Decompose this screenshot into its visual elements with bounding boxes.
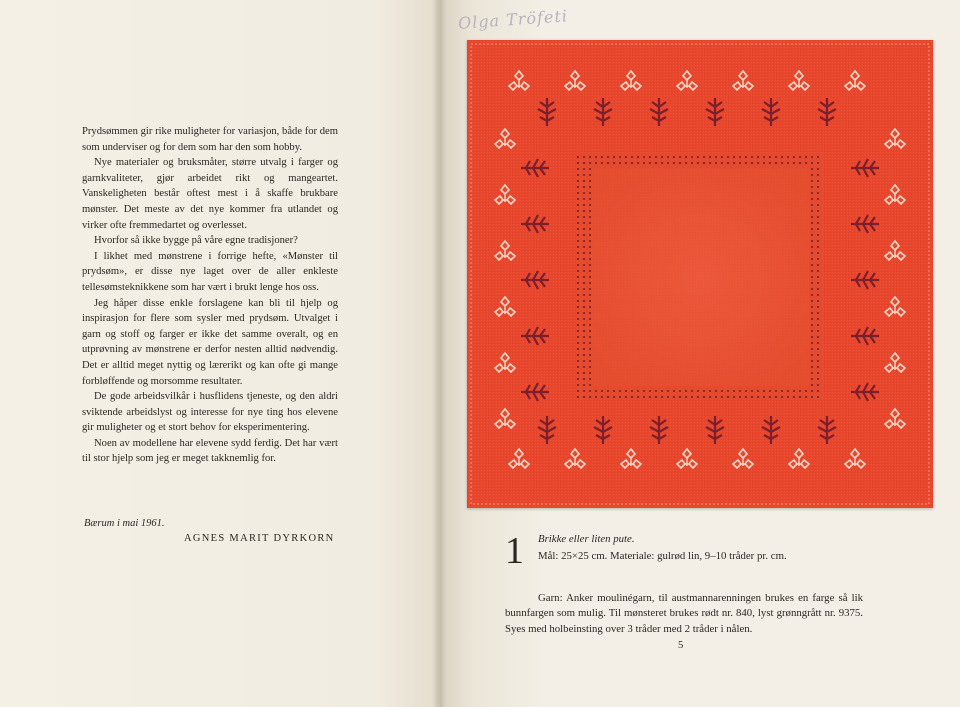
pattern-measurements bbox=[538, 549, 863, 565]
instruction-text: Garn: Anker moulinégarn, til austmannarenningen brukes en farge så lik bunnfargen som mulig. Til mønsteret brukes rødt nr. 840, lyst grønngrått nr. 9375. Syes med holbeinsting over 3 tråder med 2 tråder i nålen. bbox=[505, 591, 863, 635]
paragraph: I likhet med mønstrene i forrige hefte, «Mønster til prydsøm», er disse nye laget over de aller enkleste tellesømsteknikkene som har vært i brukt lenge hos oss. bbox=[82, 250, 338, 293]
author-signature: AGNES MARIT DYRKORN bbox=[184, 533, 335, 544]
pattern-title: Brikke eller liten pute. bbox=[538, 533, 635, 545]
pattern-number: 1 bbox=[505, 530, 524, 572]
paragraph: De gode arbeidsvilkår i husflidens tjeneste, og den aldri sviktende arbeidslyst og interesse for nye ting hos elevene gir muligheter og et stort behov for eksperimentering. bbox=[82, 391, 338, 434]
place-date: Bærum i mai 1961. bbox=[84, 518, 165, 529]
paragraph: Hvorfor så ikke bygge på våre egne tradisjoner? bbox=[94, 235, 298, 247]
embroidery-photo bbox=[467, 40, 933, 508]
paragraph: Noen av modellene har elevene sydd ferdig. Det har vært til stor hjelp som jeg er meget takknemlig for. bbox=[82, 437, 338, 465]
paragraph: Jeg håper disse enkle forslagene kan bli til hjelp og inspirasjon for flere som sysler med prydsøm. Utvalget i garn og stoff og farger er ikke det samme overalt, og en utprøvning av mønstrene er derfor nesten alltid nødvendig. Det er alltid meget nyttig og lærerikt og kan ofte gi mange forbløffende og morsomme resultater. bbox=[82, 297, 338, 387]
handwritten-name: Olga Tröfeti bbox=[457, 6, 569, 33]
page-number: 5 bbox=[678, 640, 684, 651]
pattern-instructions bbox=[505, 580, 863, 648]
paragraph: Prydsømmen gir rike muligheter for variasjon, både for dem som underviser og for dem som har den som hobby. bbox=[82, 126, 338, 153]
paragraph: Nye materialer og bruksmåter, større utvalg i farger og garnkvaliteter, gjør arbeidet rikt og mangeartet. Vanskeligheten består oftest mest i å skaffe brukbare mønster. Det meste av det nye kommer fra utlandet og virker ofte fremmedartet og overlesset. bbox=[82, 157, 338, 231]
book-gutter bbox=[432, 0, 446, 707]
foreword-text bbox=[82, 124, 338, 467]
measurement-line: Mål: 25×25 cm. Materiale: gulrød lin, 9–10 tråder pr. cm. bbox=[538, 550, 787, 562]
